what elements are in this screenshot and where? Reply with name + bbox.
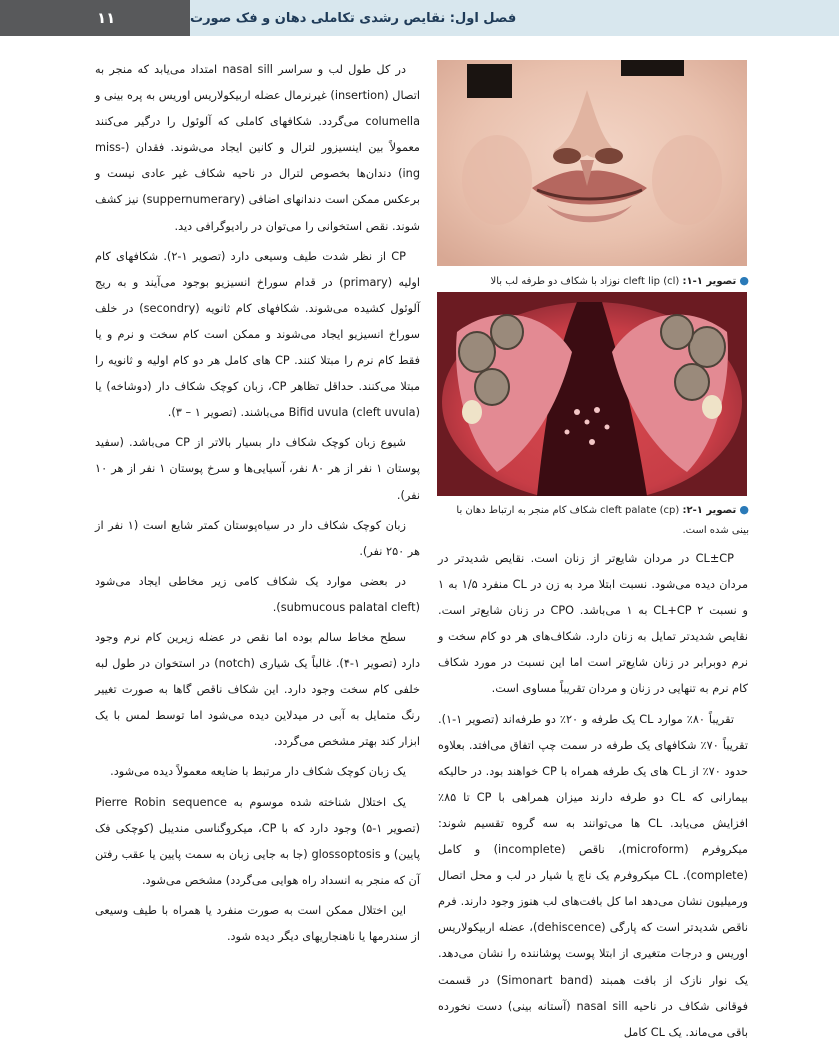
paragraph: یک اختلال شناخته شده موسوم به Pierre Robin sequence (تصویر ۱-۵) وجود دارد که با CP، میکروگناسی مندیبل (کوچکی فک پایین) و glossoptosis (جا به جایی زبان به سمت پایین یا عقب رفتن آن که منجر به انسداد راه هوایی می‌گردد) مشخص می‌شود.: [95, 795, 421, 887]
figure-caption: [437, 500, 749, 541]
paragraph: یک زبان کوچک شکاف دار مرتبط با ضایعه معمولاً دیده می‌شود.: [110, 765, 406, 779]
paragraph: این اختلال ممکن است به صورت منفرد یا همراه با طیف وسیعی از سندرمها یا ناهنجاریهای دیگر دیده شود.: [95, 903, 420, 943]
paragraph: CL±CP در مردان شایع‌تر از زنان است. نقایص شدیدتر در مردان دیده می‌شود. نسبت ابتلا مرد به زن در CL منفرد ۱/۵ به ۱ و نسبت CL+CP ۲ به ۱ می‌باشد. CPO در زنان شایع‌تر است. نقایص شدیدتر تمایل به زنان دارد. شکاف‌های هر دو کام سخت و نرم دوبرابر در زنان شایع‌تر است اما این نسبت در مورد شکاف کام نرم به تنهایی در زنان و مردان تقریباً مساوی است.: [438, 552, 748, 696]
page-number: ۱۱: [0, 0, 190, 36]
figure-caption: [437, 271, 749, 292]
bullet-icon: ●: [739, 503, 749, 516]
paragraph: زبان کوچک شکاف دار در سیاه‌پوستان کمتر شایع است (۱ نفر از هر ۲۵۰ نفر).: [95, 518, 420, 558]
paragraph: در کل طول لب و سراسر nasal sill امتداد می‌یابد که منجر به اتصال (insertion) غیرنرمال عضله اربیکولاریس اوریس به پره بینی و columella می‌گردد. شکافهای کاملی که آلوئول را درگیر می‌کنند معمولاً بین اینسیزور لترال و کانین ایجاد می‌شوند. فقدان (-miss ing) دندان‌ها بخصوص لترال در ناحیه شکاف غیر عادی نیست و برعکس ممکن است دندانهای اضافی (suppernumerary) نیز کشف شوند. نقص استخوانی را می‌توان در رادیوگرافی دید.: [95, 63, 420, 233]
figure-text: cleft lip (cl) نوزاد با شکاف دو طرفه لب بالا: [490, 276, 680, 287]
chapter-title: فصل اول: نقایص رشدی تکاملی دهان و فک صورت: [190, 0, 839, 36]
paragraph: در بعضی موارد یک شکاف کامی زیر مخاطی ایجاد می‌شود (submucous palatal cleft).: [95, 574, 420, 614]
cleft-lip-photo: [437, 60, 747, 266]
bullet-icon: ●: [739, 274, 749, 287]
paragraph: CP از نظر شدت طیف وسیعی دارد (تصویر ۱-۲). شکافهای کام اولیه (primary) در قدام سوراخ انسیزیو بوجود می‌آیند و به ریج آلوئول کشیده می‌شوند. شکافهای کام ثانویه (secondry) در خلف سوراخ انسیزیو ایجاد می‌شوند و ممکن است کام سخت و نرم و یا فقط کام نرم را مبتلا کنند. CP های کامل هر دو کام اولیه و ثانویه را مبتلا می‌کنند. حداقل تظاهر CP، زبان کوچک شکاف دار (دوشاخه) یا Bifid uvula (cleft uvula) می‌باشند. (تصویر ۱ – ۳).: [95, 249, 420, 420]
right-text-column: [438, 546, 748, 1046]
page-header: [0, 0, 839, 36]
paragraph: شیوع زبان کوچک شکاف دار بسیار بالاتر از CP می‌باشد. (سفید پوستان ۱ نفر از هر ۸۰ نفر، آسیایی‌ها و سرخ پوستان ۱ نفر از هر ۱۰ نفر).: [95, 436, 420, 502]
paragraph: سطح مخاط سالم بوده اما نقص در عضله زیرین کام نرم وجود دارد (تصویر ۱-۴). غالباً یک شیاری (notch) در استخوان در طول لبه خلفی کام سخت وجود دارد. این شکاف ناقص گاها به صورت تغییر رنگ متمایل به آبی در میدلاین دیده می‌شود اما توسط لمس با یک ابزار کند بهتر مشخص می‌گردد.: [95, 630, 420, 749]
paragraph: تقریباً ۸۰٪ موارد CL یک طرفه و ۲۰٪ دو طرفه‌اند (تصویر ۱-۱). تقریباً ۷۰٪ شکافهای یک طرفه در سمت چپ اتفاق می‌افتد. بعلاوه حدود ۷۰٪ از CL های یک طرفه همراه با CP خواهند بود. در حالیکه بیمارانی که CL دو طرفه دارند میزان همراهی با CP تا ۸۵٪ افزایش می‌یابد. CL ها می‌توانند به سه گروه تقسیم شوند: میکروفرم (microform)، ناقص (incomplete) و کامل (complete). CL میکروفرم یک ناچ یا شیار در لب و محل اتصال ورمیلیون نشان می‌دهد اما کل بافت‌های لب هنوز وجود دارند. فرم ناقص شدیدتر است که پارگی (dehiscence)، عضله اربیکولاریس اوریس و درجات متغیری از ابتلا پوست پوشاننده را نشان می‌دهد. یک نوار نازک از بافت همبند (Simonart band) در قسمت فوقانی شکاف در ناحیه nasal sill (آستانه بینی) دست نخورده باقی می‌ماند. یک CL کامل: [438, 712, 749, 1039]
cleft-palate-photo: [437, 292, 747, 496]
figure-text: cleft palate (cp) شکاف کام منجر به ارتباط دهان با بینی شده است.: [456, 505, 749, 536]
figure-label: تصویر ۱-۱:: [682, 276, 737, 287]
figure-label: تصویر ۱-۲:: [682, 505, 737, 516]
left-text-column: [95, 57, 420, 950]
